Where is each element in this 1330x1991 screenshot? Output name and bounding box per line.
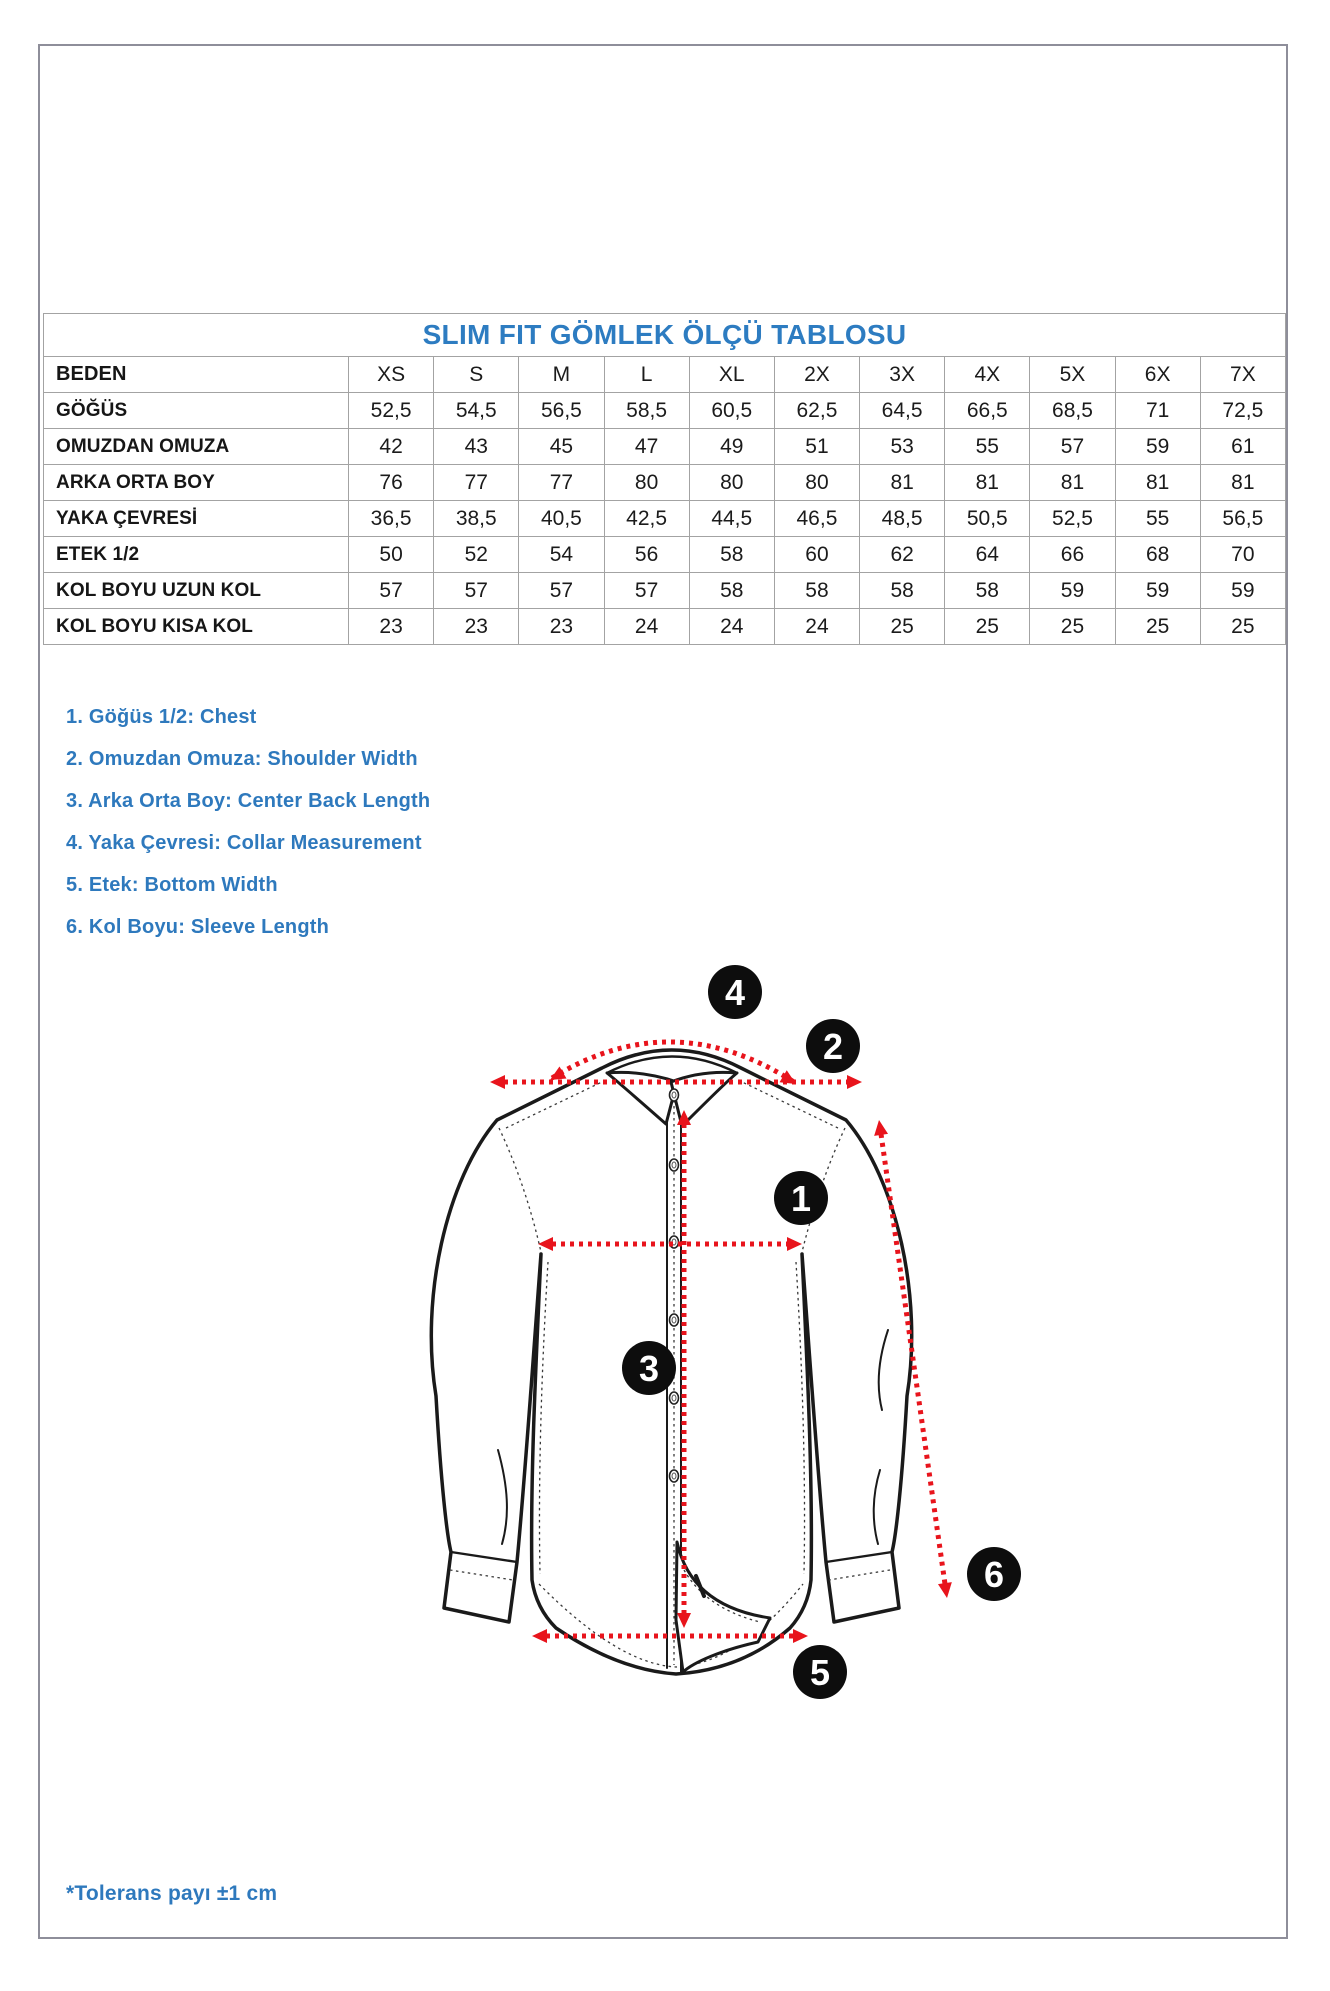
svg-text:1: 1 <box>790 1178 812 1219</box>
cell-value: 43 <box>434 429 519 465</box>
cell-value: 81 <box>1200 465 1285 501</box>
size-col-header: 2X <box>774 357 859 393</box>
header-label-beden: BEDEN <box>44 357 349 393</box>
cell-value: 23 <box>519 609 604 645</box>
table-title-row <box>44 314 1286 357</box>
cell-value: 66,5 <box>945 393 1030 429</box>
cell-value: 24 <box>604 609 689 645</box>
table-row <box>44 429 1286 465</box>
table-row <box>44 537 1286 573</box>
cell-value: 45 <box>519 429 604 465</box>
cell-value: 58 <box>945 573 1030 609</box>
cell-value: 55 <box>945 429 1030 465</box>
size-col-header: 3X <box>860 357 945 393</box>
marker-2-shoulder <box>806 1019 860 1073</box>
legend-item: 5. Etek: Bottom Width <box>66 874 278 896</box>
svg-text:6: 6 <box>983 1554 1005 1595</box>
row-label: GÖĞÜS <box>44 393 349 429</box>
cell-value: 23 <box>434 609 519 645</box>
cell-value: 44,5 <box>689 501 774 537</box>
size-col-header: XS <box>349 357 434 393</box>
cell-value: 68,5 <box>1030 393 1115 429</box>
cell-value: 54 <box>519 537 604 573</box>
size-col-header: 4X <box>945 357 1030 393</box>
cell-value: 80 <box>774 465 859 501</box>
cell-value: 52,5 <box>349 393 434 429</box>
table-row <box>44 465 1286 501</box>
cell-value: 47 <box>604 429 689 465</box>
cell-value: 25 <box>1200 609 1285 645</box>
legend-item: 6. Kol Boyu: Sleeve Length <box>66 916 330 938</box>
legend-item: 2. Omuzdan Omuza: Shoulder Width <box>66 748 418 770</box>
cell-value: 56,5 <box>1200 501 1285 537</box>
cell-value: 77 <box>434 465 519 501</box>
measurement-legend <box>66 696 430 948</box>
cell-value: 38,5 <box>434 501 519 537</box>
row-label: YAKA ÇEVRESİ <box>44 501 349 537</box>
cell-value: 58 <box>860 573 945 609</box>
svg-text:3: 3 <box>638 1348 660 1389</box>
cell-value: 59 <box>1115 429 1200 465</box>
cell-value: 42,5 <box>604 501 689 537</box>
cell-value: 49 <box>689 429 774 465</box>
size-col-header: 6X <box>1115 357 1200 393</box>
cell-value: 71 <box>1115 393 1200 429</box>
marker-5-bottom <box>793 1645 847 1699</box>
cell-value: 59 <box>1200 573 1285 609</box>
tolerance-footnote: *Tolerans payı ±1 cm <box>66 1882 278 1905</box>
size-table <box>43 313 1286 645</box>
cell-value: 57 <box>604 573 689 609</box>
cell-value: 62 <box>860 537 945 573</box>
cell-value: 25 <box>860 609 945 645</box>
cell-value: 24 <box>689 609 774 645</box>
cell-value: 58 <box>689 537 774 573</box>
cell-value: 66 <box>1030 537 1115 573</box>
cell-value: 42 <box>349 429 434 465</box>
svg-text:5: 5 <box>809 1652 831 1693</box>
cell-value: 25 <box>1030 609 1115 645</box>
cell-value: 52,5 <box>1030 501 1115 537</box>
cell-value: 55 <box>1115 501 1200 537</box>
cell-value: 52 <box>434 537 519 573</box>
size-col-header: M <box>519 357 604 393</box>
size-col-header: XL <box>689 357 774 393</box>
cell-value: 36,5 <box>349 501 434 537</box>
table-header-row <box>44 357 1286 393</box>
table-row <box>44 501 1286 537</box>
cell-value: 68 <box>1115 537 1200 573</box>
legend-item: 4. Yaka Çevresi: Collar Measurement <box>66 832 422 854</box>
cell-value: 56,5 <box>519 393 604 429</box>
marker-3-center-back <box>622 1341 676 1395</box>
cell-value: 57 <box>349 573 434 609</box>
cell-value: 24 <box>774 609 859 645</box>
size-col-header: 7X <box>1200 357 1285 393</box>
table-row <box>44 573 1286 609</box>
marker-6-sleeve <box>967 1547 1021 1601</box>
cell-value: 56 <box>604 537 689 573</box>
cell-value: 60 <box>774 537 859 573</box>
size-col-header: S <box>434 357 519 393</box>
cell-value: 81 <box>860 465 945 501</box>
cell-value: 54,5 <box>434 393 519 429</box>
cell-value: 81 <box>1115 465 1200 501</box>
size-col-header: 5X <box>1030 357 1115 393</box>
cell-value: 61 <box>1200 429 1285 465</box>
row-label: ARKA ORTA BOY <box>44 465 349 501</box>
row-label: ETEK 1/2 <box>44 537 349 573</box>
cell-value: 46,5 <box>774 501 859 537</box>
cell-value: 58 <box>689 573 774 609</box>
marker-4-collar <box>708 965 762 1019</box>
cell-value: 60,5 <box>689 393 774 429</box>
cell-value: 50,5 <box>945 501 1030 537</box>
cell-value: 72,5 <box>1200 393 1285 429</box>
cell-value: 40,5 <box>519 501 604 537</box>
cell-value: 57 <box>434 573 519 609</box>
cell-value: 64 <box>945 537 1030 573</box>
cell-value: 59 <box>1030 573 1115 609</box>
cell-value: 57 <box>519 573 604 609</box>
cell-value: 58,5 <box>604 393 689 429</box>
legend-item: 1. Göğüs 1/2: Chest <box>66 706 257 728</box>
cell-value: 81 <box>1030 465 1115 501</box>
row-label: OMUZDAN OMUZA <box>44 429 349 465</box>
cell-value: 80 <box>689 465 774 501</box>
svg-text:4: 4 <box>724 972 746 1013</box>
marker-1-chest <box>774 1171 828 1225</box>
cell-value: 77 <box>519 465 604 501</box>
shirt-measurement-diagram <box>350 930 1050 1730</box>
cell-value: 80 <box>604 465 689 501</box>
cell-value: 62,5 <box>774 393 859 429</box>
cell-value: 59 <box>1115 573 1200 609</box>
cell-value: 57 <box>1030 429 1115 465</box>
cell-value: 81 <box>945 465 1030 501</box>
cell-value: 53 <box>860 429 945 465</box>
cell-value: 48,5 <box>860 501 945 537</box>
size-col-header: L <box>604 357 689 393</box>
cell-value: 50 <box>349 537 434 573</box>
cell-value: 23 <box>349 609 434 645</box>
legend-item: 3. Arka Orta Boy: Center Back Length <box>66 790 431 812</box>
svg-text:2: 2 <box>822 1026 844 1067</box>
row-label: KOL BOYU KISA KOL <box>44 609 349 645</box>
cell-value: 25 <box>1115 609 1200 645</box>
table-row <box>44 393 1286 429</box>
row-label: KOL BOYU UZUN KOL <box>44 573 349 609</box>
cell-value: 25 <box>945 609 1030 645</box>
table-row <box>44 609 1286 645</box>
cell-value: 51 <box>774 429 859 465</box>
cell-value: 76 <box>349 465 434 501</box>
cell-value: 58 <box>774 573 859 609</box>
table-title: SLIM FIT GÖMLEK ÖLÇÜ TABLOSU <box>44 314 1286 357</box>
cell-value: 70 <box>1200 537 1285 573</box>
cell-value: 64,5 <box>860 393 945 429</box>
